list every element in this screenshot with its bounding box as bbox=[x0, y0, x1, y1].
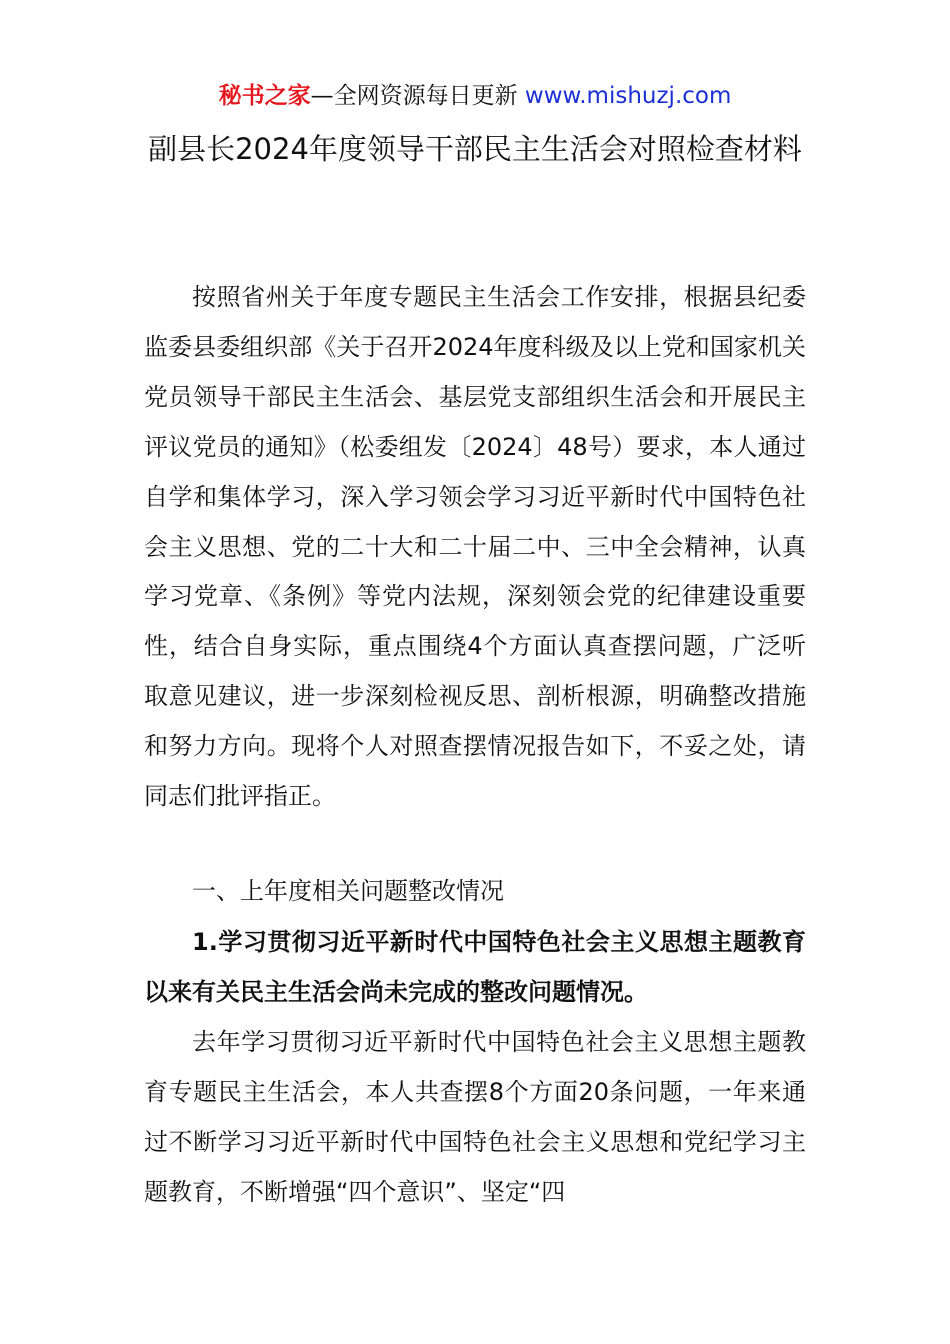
site-url-link[interactable]: www.mishuzj.com bbox=[524, 83, 732, 109]
site-brand: 秘书之家 bbox=[218, 83, 311, 109]
section-heading: 一、上年度相关问题整改情况 bbox=[192, 877, 504, 905]
section-paragraph: 去年学习贯彻习近平新时代中国特色社会主义思想主题教育专题民主生活会，本人共查摆8个方面20条问题，一年来通过不断学习习近平新时代中国特色社会主义思想和党纪学习主题教育，不断增强“四个意识”、坚定“四 bbox=[144, 1028, 806, 1206]
site-tagline: —全网资源每日更新 bbox=[310, 83, 518, 109]
document-title: 副县长2024年度领导干部民主生活会对照检查材料 bbox=[148, 132, 802, 166]
subsection-heading: 1.学习贯彻习近平新时代中国特色社会主义思想主题教育以来有关民主生活会尚未完成的整改问题情况。 bbox=[144, 928, 806, 1006]
intro-paragraph: 按照省州关于年度专题民主生活会工作安排，根据县纪委监委县委组织部《关于召开2024年度科级及以上党和国家机关党员领导干部民主生活会、基层党支部组织生活会和开展民主评议党员的通知》（松委组发〔2024〕48号）要求，本人通过自学和集体学习，深入学习领会学习习近平新时代中国特色社会主义思想、党的二十大和二十届二中、三中全会精神，认真学习党章、《条例》等党内法规，深刻领会党的纪律建设重要性，结合自身实际，重点围绕4个方面认真查摆问题，广泛听取意见建议，进一步深刻检视反思、剖析根源，明确整改措施和努力方向。现将个人对照查摆情况报告如下，不妥之处，请同志们批评指正。 bbox=[144, 283, 806, 811]
site-header bbox=[0, 80, 950, 112]
